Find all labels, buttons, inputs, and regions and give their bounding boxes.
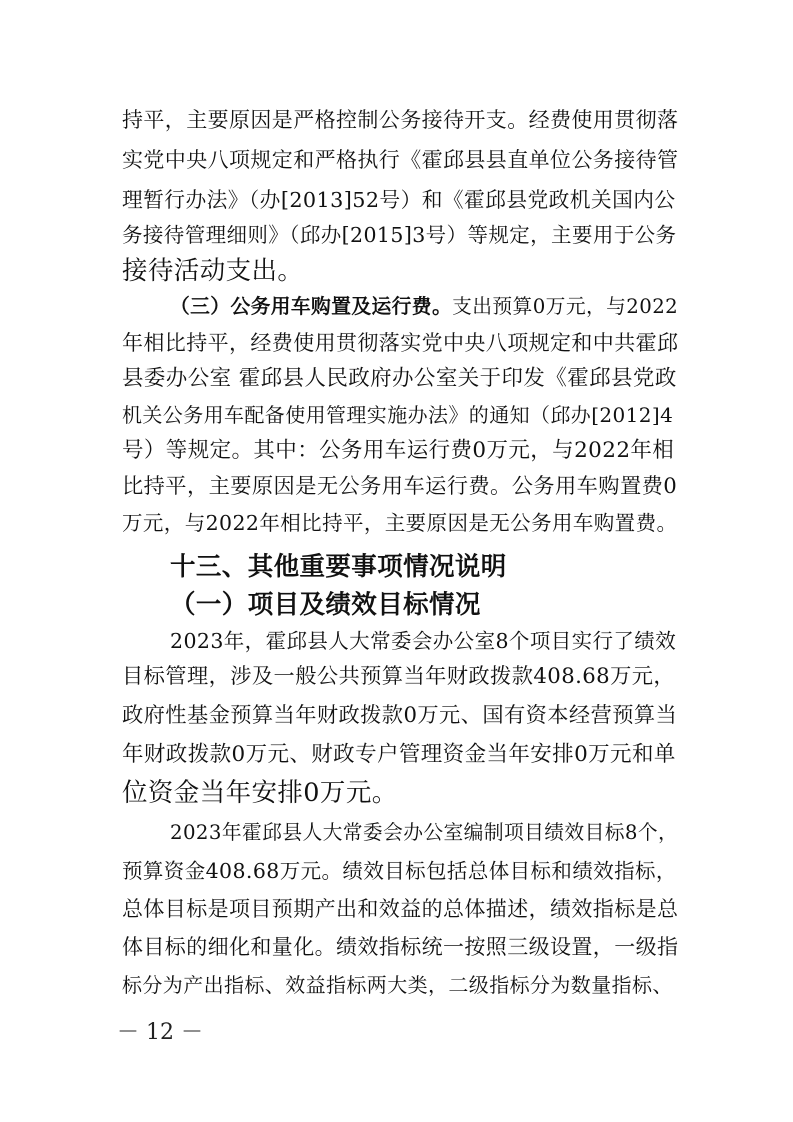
body-text-line: 体目标的细化和量化。绩效指标统一按照三级设置，一级指: [122, 935, 679, 959]
body-text-line: 2023年，霍邱县人大常委会办公室8个项目实行了绩效: [170, 629, 677, 653]
body-text-line: 理暂行办法》（办[2013]52号）和《霍邱县党政机关国内公: [122, 188, 676, 212]
body-text-line: 目标管理，涉及一般公共预算当年财政拨款408.68万元，: [122, 664, 676, 689]
body-text-line: 2023年霍邱县人大常委会办公室编制项目绩效目标8个，: [170, 821, 679, 844]
body-text-line: 比持平，主要原因是无公务用车运行费。公务用车购置费0: [122, 474, 678, 499]
section-heading-13: 十三、其他重要事项情况说明: [170, 552, 507, 582]
body-text-line: 接待活动支出。: [122, 256, 304, 286]
body-text-line: 预算资金408.68万元。绩效目标包括总体目标和绩效指标，: [122, 859, 677, 883]
body-text-line: 县委办公室 霍邱县人民政府办公室关于印发《霍邱县党政: [122, 366, 677, 391]
section-heading-vehicle: （三）公务用车购置及运行费。: [170, 295, 453, 318]
body-text-inline: 支出预算0万元，与2022: [452, 295, 679, 318]
body-text-line: 总体目标是项目预期产出和效益的总体描述，绩效指标是总: [122, 897, 679, 921]
body-text-line: 务接待管理细则》（邱办[2015]3号）等规定，主要用于公务: [122, 223, 677, 247]
body-text-line: 万元，与2022年相比持平，主要原因是无公务用车购置费。: [122, 511, 678, 535]
subsection-heading-1: （一）项目及绩效目标情况: [170, 590, 481, 620]
body-text-line: 号）等规定。其中：公务用车运行费0万元，与2022年相: [122, 438, 675, 463]
body-text-line: 实党中央八项规定和严格执行《霍邱县县直单位公务接待管: [122, 148, 679, 172]
body-text-line: 年相比持平，经费使用贯彻落实党中央八项规定和中共霍邱: [122, 331, 679, 355]
body-text-line: 年财政拨款0万元、财政专户管理资金当年安排0万元和单: [122, 742, 676, 767]
body-text-line: 机关公务用车配备使用管理实施办法》的通知（邱办[2012]4: [122, 403, 674, 427]
body-text-line: 政府性基金预算当年财政拨款0万元、国有资本经营预算当: [122, 703, 678, 728]
page-number: － 12 －: [117, 1020, 203, 1045]
body-text-line: 持平，主要原因是严格控制公务接待开支。经费使用贯彻落: [122, 108, 679, 132]
body-text-line: 位资金当年安排0万元。: [122, 778, 398, 808]
section-paragraph-vehicle: [170, 289, 678, 325]
body-text-line: 标分为产出指标、效益指标两大类，二级指标分为数量指标、: [122, 973, 673, 997]
